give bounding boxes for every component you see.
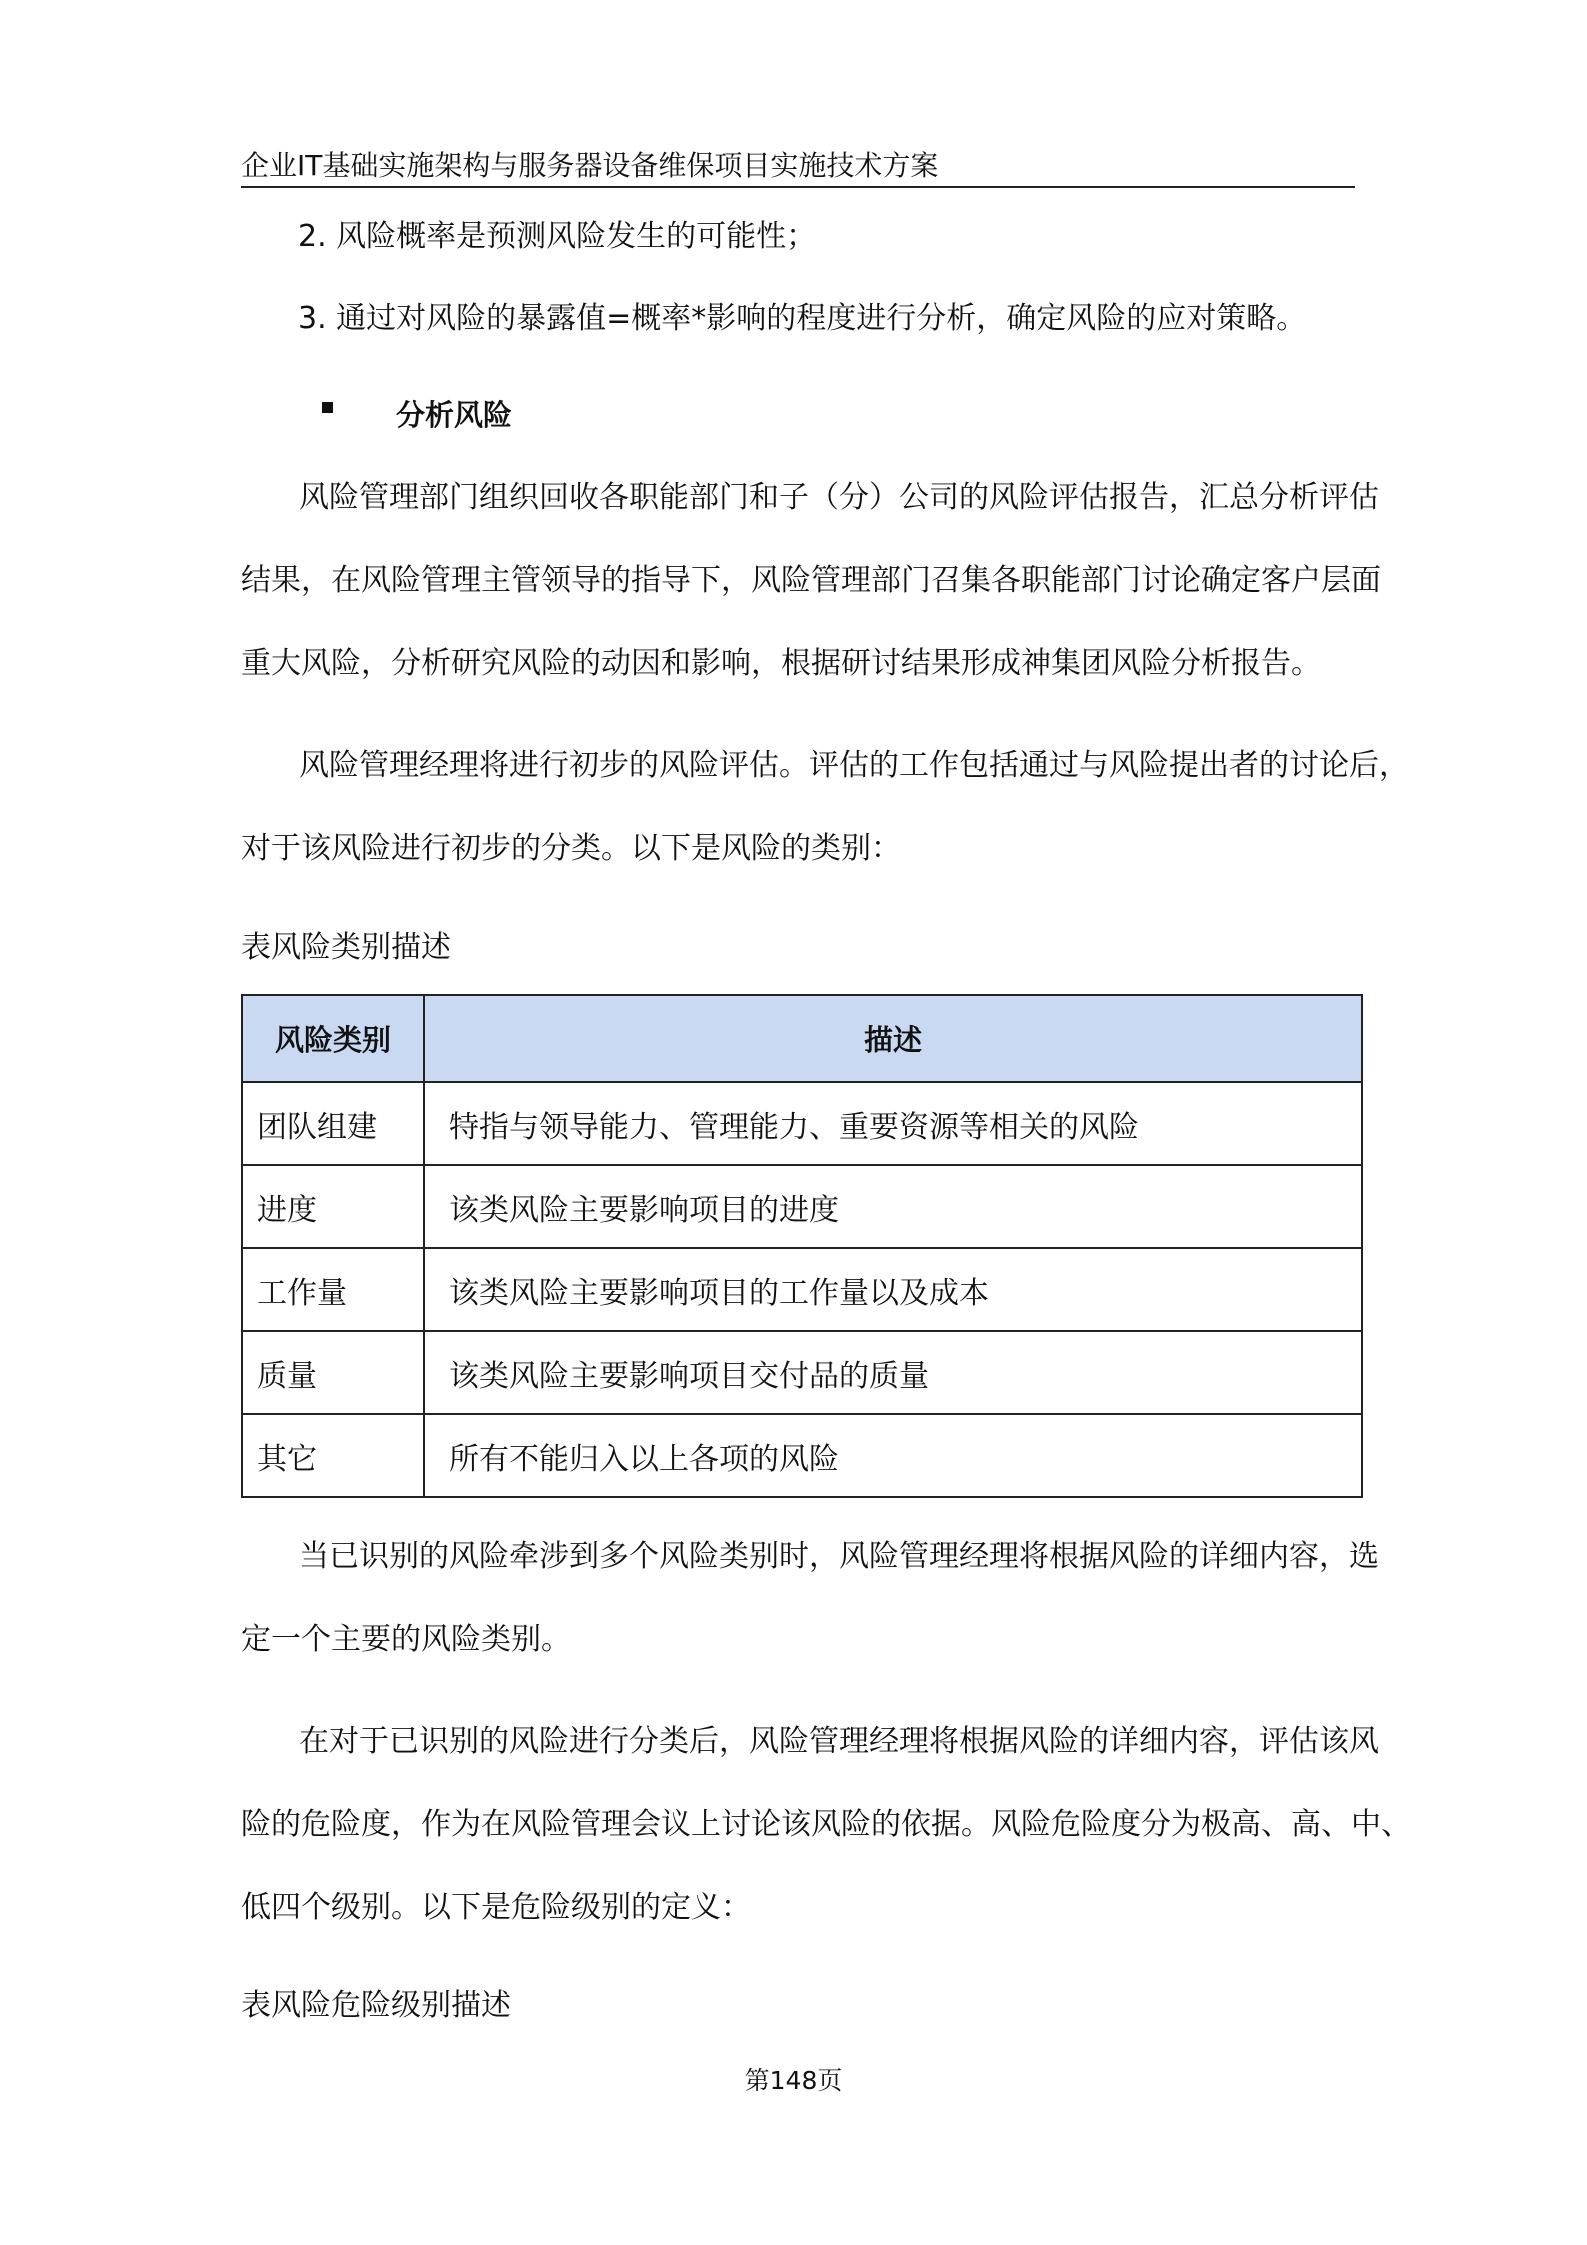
paragraph-1-line-1: 风险管理部门组织回收各职能部门和子（分）公司的风险评估报告，汇总分析评估 xyxy=(299,480,1379,515)
paragraph-3-line-2: 定一个主要的风险类别。 xyxy=(241,1622,571,1657)
page-header: 企业IT基础实施架构与服务器设备维保项目实施技术方案 xyxy=(241,146,1355,188)
paragraph-4-line-1: 在对于已识别的风险进行分类后，风险管理经理将根据风险的详细内容，评估该风 xyxy=(299,1724,1379,1759)
table-cell-description: 特指与领导能力、管理能力、重要资源等相关的风险 xyxy=(424,1082,1362,1165)
table-cell-category: 进度 xyxy=(242,1165,424,1248)
list-item-2: 2. 风险概率是预测风险发生的可能性； xyxy=(298,219,817,254)
square-bullet-icon xyxy=(322,402,333,413)
page-number: 第148页 xyxy=(744,2066,843,2095)
paragraph-4-line-2: 险的危险度，作为在风险管理会议上讨论该风险的依据。风险危险度分为极高、高、中、 xyxy=(241,1807,1411,1842)
table-cell-description: 该类风险主要影响项目的进度 xyxy=(424,1165,1362,1248)
table-row xyxy=(242,1414,1362,1497)
table-cell-category: 团队组建 xyxy=(242,1082,424,1165)
table-cell-category: 工作量 xyxy=(242,1248,424,1331)
section-heading: 分析风险 xyxy=(396,398,513,432)
list-item-3: 3. 通过对风险的暴露值=概率*影响的程度进行分析，确定风险的应对策略。 xyxy=(298,301,1307,336)
table-row xyxy=(242,1165,1362,1248)
table-1-caption: 表风险类别描述 xyxy=(241,930,451,965)
table-header-category: 风险类别 xyxy=(242,995,424,1082)
table-2-caption: 表风险危险级别描述 xyxy=(241,1988,511,2023)
table-cell-description: 该类风险主要影响项目交付品的质量 xyxy=(424,1331,1362,1414)
paragraph-2-line-1: 风险管理经理将进行初步的风险评估。评估的工作包括通过与风险提出者的讨论后， xyxy=(299,748,1409,783)
paragraph-2-line-2: 对于该风险进行初步的分类。以下是风险的类别： xyxy=(241,831,901,866)
table-cell-description: 所有不能归入以上各项的风险 xyxy=(424,1414,1362,1497)
table-header-description: 描述 xyxy=(424,995,1362,1082)
table-row xyxy=(242,1331,1362,1414)
paragraph-3-line-1: 当已识别的风险牵涉到多个风险类别时，风险管理经理将根据风险的详细内容，选 xyxy=(299,1539,1379,1574)
table-cell-description: 该类风险主要影响项目的工作量以及成本 xyxy=(424,1248,1362,1331)
paragraph-4-line-3: 低四个级别。以下是危险级别的定义： xyxy=(241,1890,751,1925)
table-header-row xyxy=(242,995,1362,1082)
table-cell-category: 其它 xyxy=(242,1414,424,1497)
table-row xyxy=(242,1082,1362,1165)
paragraph-1-line-3: 重大风险，分析研究风险的动因和影响，根据研讨结果形成神集团风险分析报告。 xyxy=(241,646,1321,681)
risk-category-table xyxy=(241,994,1363,1498)
table-cell-category: 质量 xyxy=(242,1331,424,1414)
paragraph-1-line-2: 结果，在风险管理主管领导的指导下，风险管理部门召集各职能部门讨论确定客户层面 xyxy=(241,563,1381,598)
table-row xyxy=(242,1248,1362,1331)
